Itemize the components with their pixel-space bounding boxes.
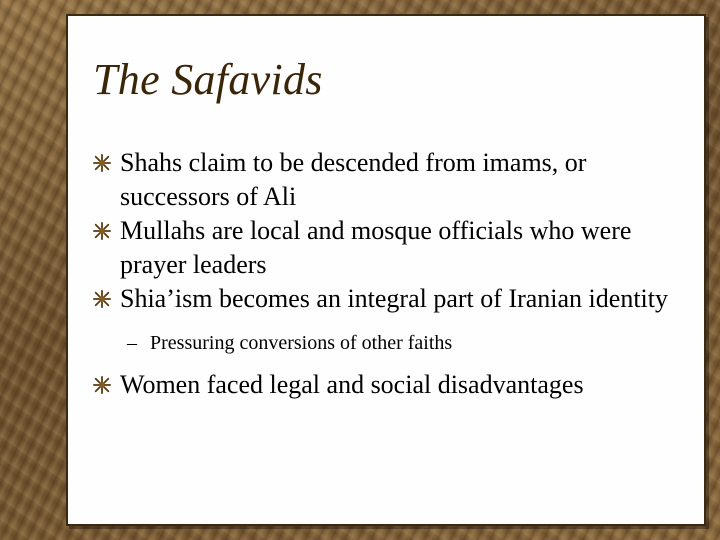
slide-title: The Safavids bbox=[93, 55, 323, 104]
bullet-text: Women faced legal and social disadvantages bbox=[120, 370, 584, 399]
bullet-text: Mullahs are local and mosque officials who were prayer leaders bbox=[120, 216, 632, 279]
starburst-icon bbox=[93, 154, 111, 172]
slide bbox=[66, 14, 706, 526]
bullet-text: Shahs claim to be descended from imams, or successors of Ali bbox=[120, 148, 587, 211]
starburst-icon bbox=[93, 222, 111, 240]
bullet-item bbox=[68, 214, 704, 282]
starburst-icon bbox=[93, 376, 111, 394]
dash-marker: – bbox=[127, 332, 137, 354]
bullet-list bbox=[68, 146, 704, 402]
starburst-icon bbox=[93, 290, 111, 308]
sub-bullet-text: Pressuring conversions of other faiths bbox=[150, 332, 453, 354]
bullet-item bbox=[68, 146, 704, 214]
bullet-item bbox=[68, 282, 704, 316]
bullet-text: Shia’ism becomes an integral part of Iranian identity bbox=[120, 284, 668, 313]
sub-bullet-item bbox=[68, 330, 704, 356]
bullet-item bbox=[68, 368, 704, 402]
